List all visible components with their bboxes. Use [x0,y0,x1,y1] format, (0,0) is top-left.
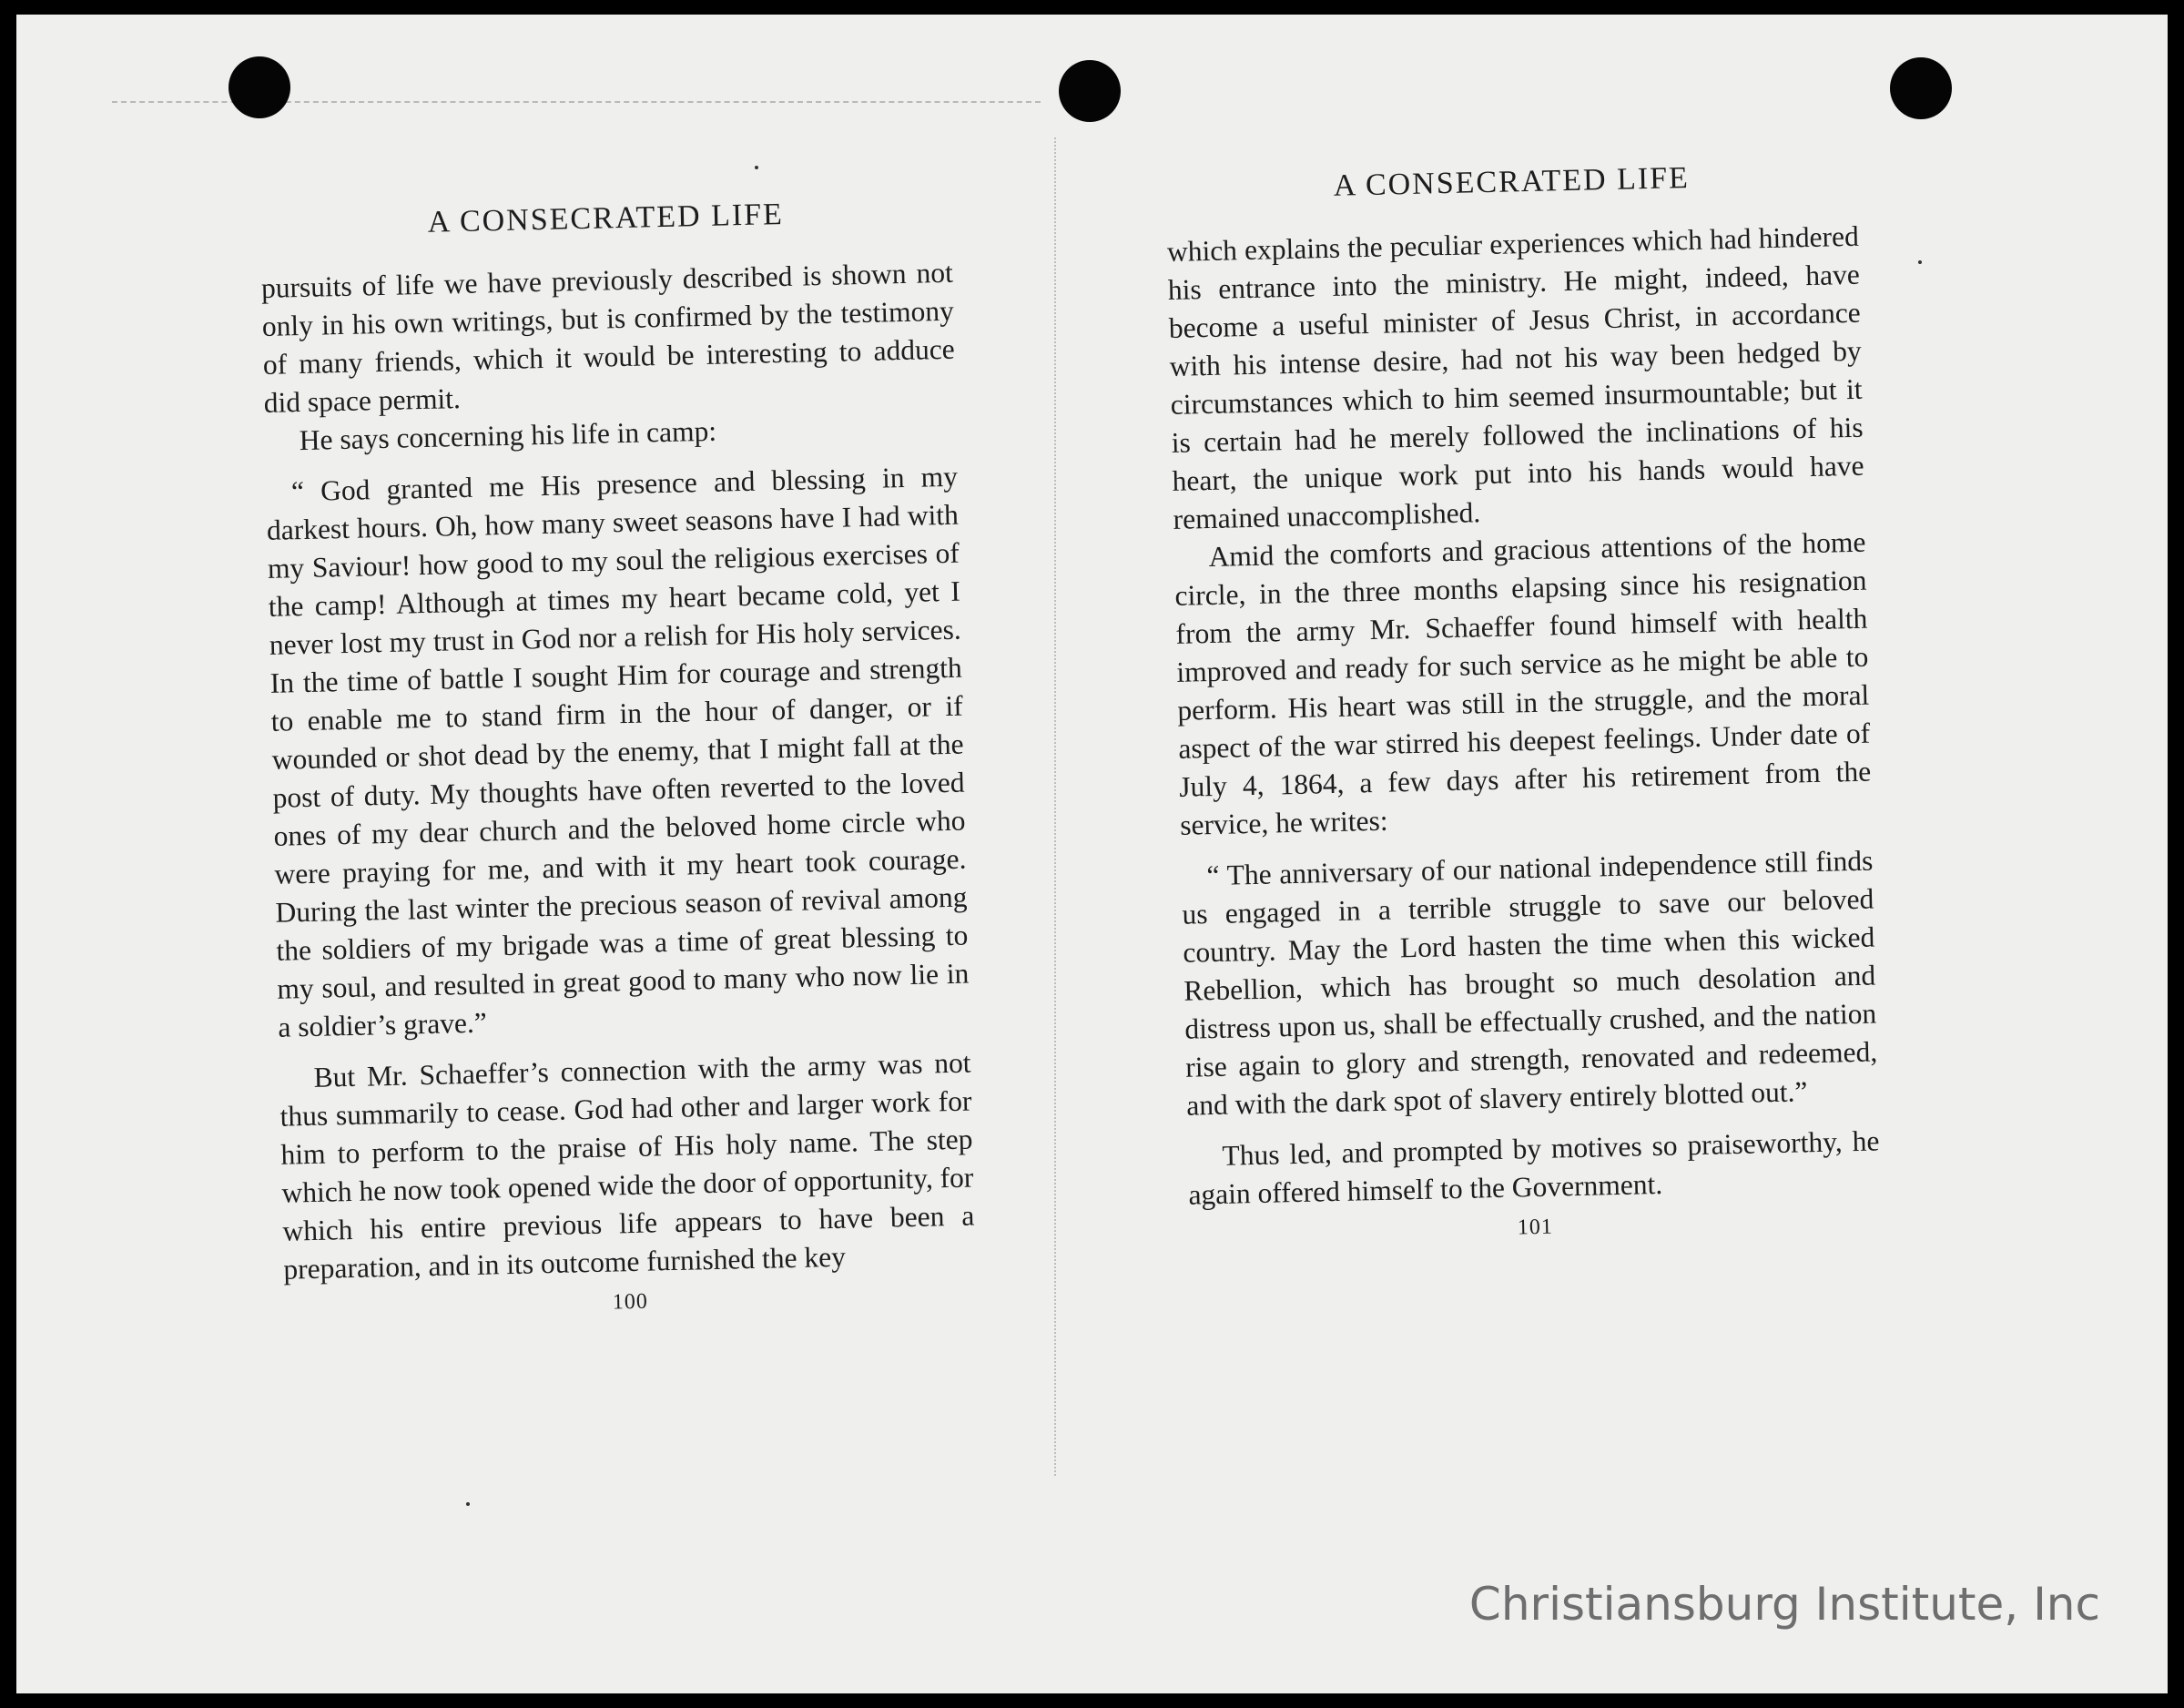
left-page-number: 100 [612,1289,649,1315]
left-paragraph-1: pursuits of life we have previously described is shown not only in his own writings, but is confirmed by the testimony of many friends, which it would be interesting to adduce did space permit. [260,256,956,419]
book-gutter [1054,137,1056,1476]
left-paragraph-2: He says concerning his life in camp: [299,414,717,457]
right-paragraph-2: Amid the comforts and gracious attentions of the home circle, in the three months elapsing since his resignation from the army Mr. Schaeffer found himself with health improved and ready for such service as he might be able to perform. His heart was still in the struggle, and the moral aspect of the war stirred his deepest feelings. Under date of July 4, 1864, a few days after his retirement from the service, he writes: [1174,525,1872,841]
punch-hole-center [1059,60,1121,122]
speck [466,1502,470,1506]
left-page [259,194,977,1323]
right-paragraph-4: Thus led, and prompted by motives so praiseworthy, he again offered himself to the Government. [1188,1124,1880,1211]
left-paragraph-4: But Mr. Schaeffer’s connection with the army was not thus summarily to cease. God had other and larger work for him to perform to the praise of His holy name. The step which he now took opened wide the door of opportunity, for which his entire previous life appears to have been a preparation, and in its outcome furnished the key [279,1046,975,1286]
speck [755,166,758,169]
punch-hole-right [1890,57,1952,119]
right-page [1165,158,1882,1248]
watermark-text: Christiansburg Institute, Inc [1468,1578,2100,1631]
left-running-head: A CONSECRATED LIFE [427,197,785,239]
punch-hole-left [229,56,290,118]
right-quotation: “ The anniversary of our national independence still finds us engaged in a terrible struggle to save our beloved country. May the Lord hasten the time when this wicked Rebellion, which has brought so much desolation and distress upon us, shall be effectually crushed, and the nation rise again to glory and strength, renovated and redeemed, and with the dark spot of slavery entirely blotted out.” [1182,844,1878,1122]
right-page-number: 101 [1517,1215,1554,1240]
right-running-head: A CONSECRATED LIFE [1333,160,1691,203]
left-quotation: “ God granted me His presence and blessing in my darkest hours. Oh, how many sweet seasons have I had with my Saviour! how good to my soul the religious exercises of the camp! Although at times my heart became cold, yet I never lost my trust in God nor a relish for His holy services. In the time of battle I sought Him for courage and strength to enable me to stand firm in the hour of danger, or if wounded or shot dead by the enemy, that I might fall at the post of duty. My thoughts have often reverted to the loved ones of my dear church and the beloved home circle who were praying for me, and with it my heart took courage. During the last winter the precious season of revival among the soldiers of my brigade was a time of great blessing to my soul, and resulted in great good to many who now lie in a soldier’s grave.” [266,460,970,1043]
right-paragraph-1: which explains the peculiar experiences which had hindered his entrance into the ministry. He might, indeed, have become a useful minister of Jesus Christ, in accordance with his intense desire, had not his way been hedged by circumstances which to him seemed insurmountable; but it is certain had he merely followed the inclinations of his heart, the unique work put into his hands would have remained unaccomplished. [1166,219,1864,535]
speck [1918,260,1922,264]
